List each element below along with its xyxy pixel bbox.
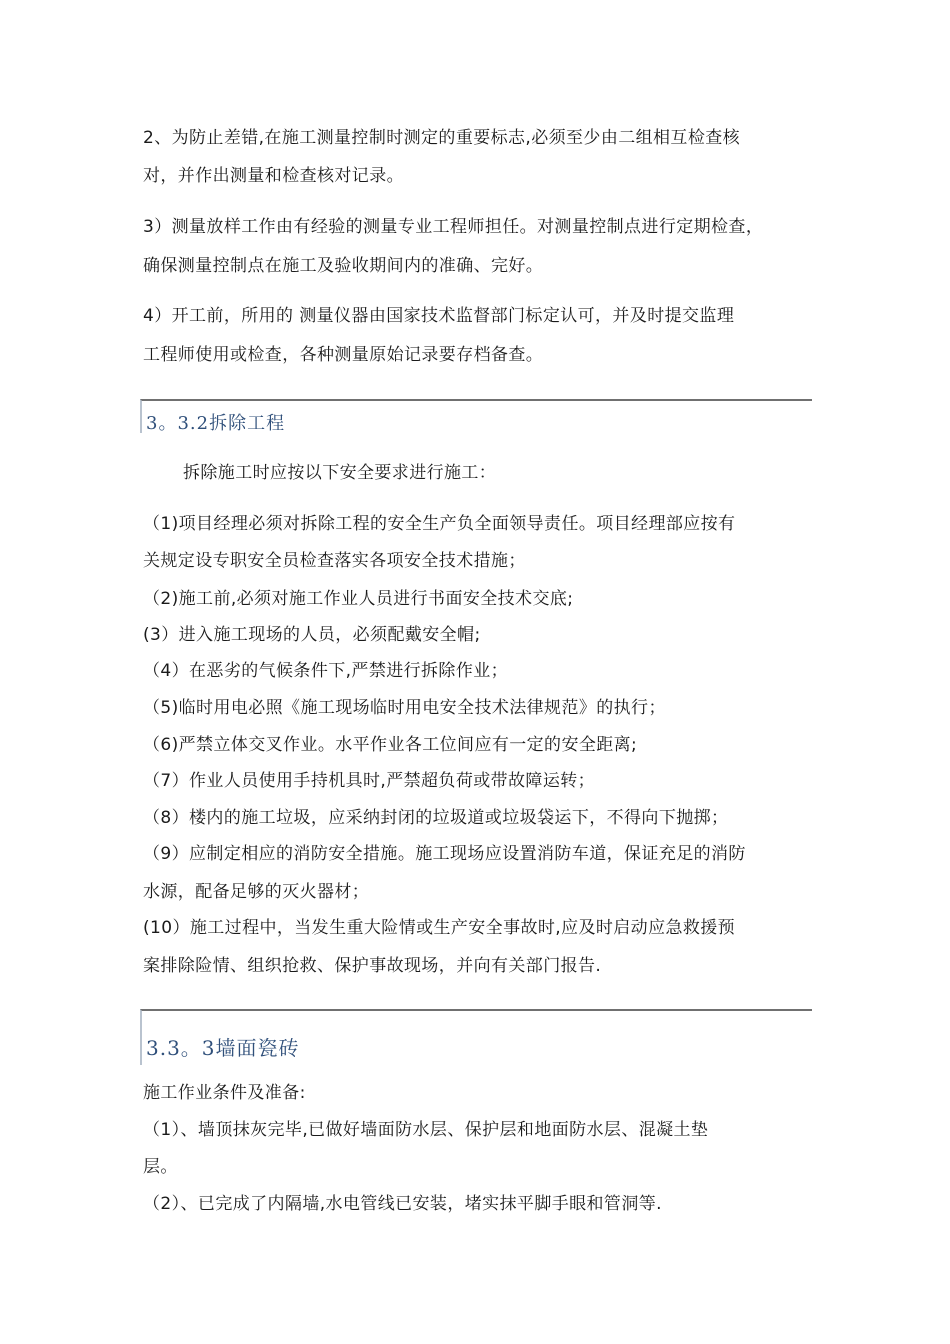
section-332-line: （8）楼内的施工垃圾，应采纳封闭的垃圾道或垃圾袋运下，不得向下抛掷； [143, 808, 729, 828]
section-332-intro: 拆除施工时应按以下安全要求进行施工： [183, 463, 497, 483]
section-332-line: （4）在恶劣的气候条件下,严禁进行拆除作业； [143, 661, 509, 681]
section-332-line: 关规定设专职安全员检查落实各项安全技术措施； [143, 551, 526, 571]
paragraph-2-line-2: 对，并作出测量和检查核对记录。 [143, 166, 404, 186]
section-332-line: (3）进入施工现场的人员，必须配戴安全帽; [143, 625, 481, 645]
section-333-line: （2）、已完成了内隔墙,水电管线已安装，堵实抹平脚手眼和管洞等. [143, 1194, 662, 1214]
paragraph-3-line-2: 确保测量控制点在施工及验收期间内的准确、完好。 [143, 256, 544, 276]
section-332-line: （6)严禁立体交叉作业。水平作业各工位间应有一定的安全距离; [143, 735, 638, 755]
paragraph-3-line-1: 3）测量放样工作由有经验的测量专业工程师担任。对测量控制点进行定期检查， [143, 217, 764, 237]
section-332-heading-box [140, 399, 812, 433]
section-333-heading: 3.3。3墙面瓷砖 [146, 1036, 300, 1060]
paragraph-2-line-1: 2、为防止差错,在施工测量控制时测定的重要标志,必须至少由二组相互检查核 [143, 128, 741, 148]
section-332-line: （7）作业人员使用手持机具时,严禁超负荷或带故障运转； [143, 771, 596, 791]
paragraph-4-line-2: 工程师使用或检查，各种测量原始记录要存档备查。 [143, 345, 544, 365]
section-332-line: 案排除险情、组织抢救、保护事故现场，并向有关部门报告. [143, 956, 602, 976]
section-333-heading-box [140, 1009, 812, 1065]
paragraph-4-line-1: 4）开工前，所用的 测量仪器由国家技术监督部门标定认可，并及时提交监理 [143, 306, 735, 326]
section-332-heading: 3。3.2拆除工程 [146, 413, 286, 434]
section-333-line: （1）、墙顶抹灰完毕,已做好墙面防水层、保护层和地面防水层、混凝土垫 [143, 1120, 709, 1140]
section-333-line: 层。 [143, 1157, 178, 1177]
section-332-line: (10）施工过程中，当发生重大险情或生产安全事故时,应及时启动应急救援预 [143, 918, 736, 938]
section-332-line: （1)项目经理必须对拆除工程的安全生产负全面领导责任。项目经理部应按有 [143, 514, 736, 534]
section-332-line: （2)施工前,必须对施工作业人员进行书面安全技术交底; [143, 589, 574, 609]
section-332-line: （5)临时用电必照《施工现场临时用电安全技术法律规范》的执行； [143, 698, 666, 718]
section-332-line: （9）应制定相应的消防安全措施。施工现场应设置消防车道，保证充足的消防 [143, 844, 746, 864]
section-333-intro: 施工作业条件及准备: [143, 1083, 306, 1103]
section-332-line: 水源，配备足够的灭火器材； [143, 882, 370, 902]
